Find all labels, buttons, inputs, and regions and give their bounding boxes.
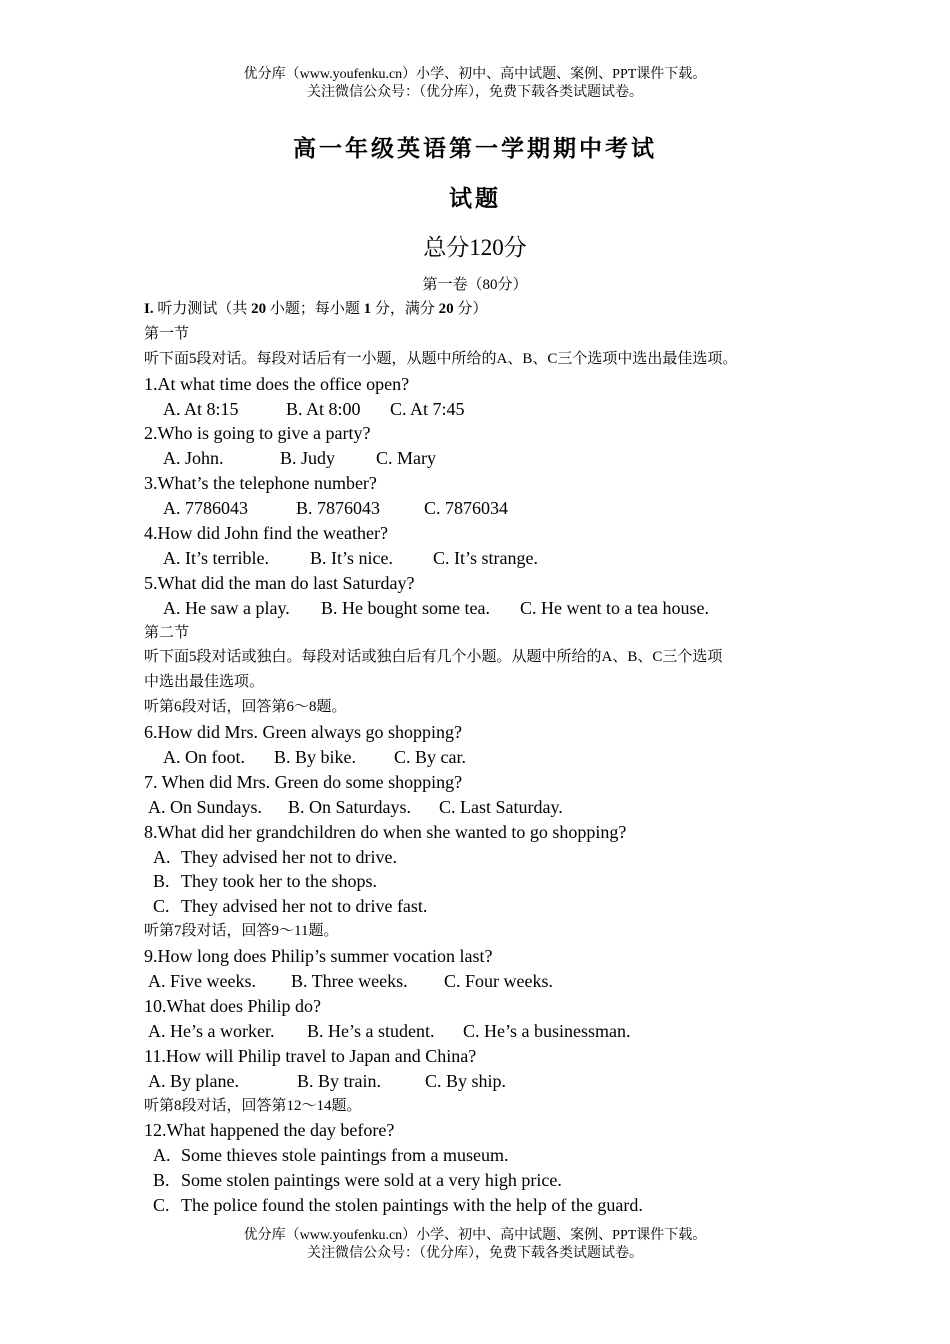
question-10-options — [144, 1019, 834, 1044]
option-text: Some stolen paintings were sold at a very high price. — [181, 1170, 562, 1191]
option-b: B. At 8:00 — [286, 398, 361, 419]
option-c: C. Four weeks. — [444, 971, 553, 992]
option-letter: B. — [153, 1170, 170, 1191]
question-12-option-b — [144, 1168, 834, 1193]
question-2: 2.Who is going to give a party? — [144, 423, 371, 444]
option-b: B. On Saturdays. — [288, 796, 411, 817]
part1-heading-text: 分，满分 — [371, 301, 439, 317]
part1-heading — [144, 297, 834, 322]
header-line-1: 优分库（www.youfenku.cn）小学、初中、高中试题、案例、PPT课件下载。 — [243, 67, 707, 82]
option-a: A. He saw a play. — [163, 597, 290, 618]
question-11-options — [144, 1069, 834, 1094]
exam-title: 高一年级英语第一学期期中考试 — [293, 136, 657, 161]
option-c: C. Mary — [376, 448, 436, 469]
option-c: C. 7876034 — [424, 498, 509, 519]
option-text: The police found the stolen paintings with the help of the guard. — [181, 1195, 643, 1216]
option-c: C. By ship. — [425, 1070, 507, 1091]
option-a: A. By plane. — [148, 1070, 239, 1091]
option-b: B. By train. — [297, 1070, 381, 1091]
option-a: A. John. — [163, 448, 224, 469]
part1-heading-text: 听力测试（共 — [153, 301, 252, 317]
question-5-options — [144, 596, 834, 621]
part1-per: 1 — [363, 301, 372, 317]
section2-label: 第二节 — [144, 624, 190, 641]
footer-line-1: 优分库（www.youfenku.cn）小学、初中、高中试题、案例、PPT课件下载。 — [243, 1228, 707, 1243]
question-8-option-c — [144, 894, 834, 919]
option-c: C. By car. — [394, 747, 466, 768]
option-text: Some thieves stole paintings from a museum. — [181, 1145, 509, 1166]
section1-label: 第一节 — [144, 325, 190, 342]
option-b: B. By bike. — [274, 747, 357, 768]
question-12-option-a — [144, 1143, 834, 1168]
option-letter: A. — [153, 846, 171, 867]
section1-instruction: 听下面5段对话。每段对话后有一小题，从题中所给的A、B、C三个选项中选出最佳选项。 — [144, 350, 738, 367]
total-score: 总分120分 — [423, 235, 527, 260]
question-8-option-a — [144, 845, 834, 870]
page-footer — [0, 1227, 950, 1263]
option-a: A. On foot. — [163, 747, 245, 768]
option-b: B. 7876043 — [296, 498, 381, 519]
option-c: C. He went to a tea house. — [520, 597, 709, 618]
question-2-options — [144, 446, 834, 471]
option-b: B. He’s a student. — [307, 1020, 435, 1041]
option-letter: A. — [153, 1145, 171, 1166]
question-9: 9.How long does Philip’s summer vocation last? — [144, 946, 493, 967]
option-letter: C. — [153, 896, 170, 917]
volume-label: 第一卷（80分） — [422, 277, 528, 293]
option-c: C. He’s a businessman. — [463, 1020, 631, 1041]
part1-number: I. — [144, 301, 154, 317]
question-8: 8.What did her grandchildren do when she wanted to go shopping? — [144, 821, 627, 842]
question-9-options — [144, 969, 834, 994]
page-header — [0, 66, 950, 102]
option-a: A. On Sundays. — [148, 796, 263, 817]
footer-line-2: 关注微信公众号：（优分库），免费下载各类试题试卷。 — [307, 1246, 643, 1261]
question-6: 6.How did Mrs. Green always go shopping? — [144, 722, 462, 743]
question-12-option-c — [144, 1193, 834, 1218]
option-text: They took her to the shops. — [181, 871, 377, 892]
question-5: 5.What did the man do last Saturday? — [144, 572, 415, 593]
question-1: 1.At what time does the office open? — [144, 373, 410, 394]
option-text: They advised her not to drive fast. — [181, 896, 428, 917]
exam-content — [144, 297, 834, 1218]
option-a: A. He’s a worker. — [148, 1020, 275, 1041]
option-text: They advised her not to drive. — [181, 846, 397, 867]
option-a: A. Five weeks. — [148, 971, 256, 992]
question-10: 10.What does Philip do? — [144, 995, 321, 1016]
question-11: 11.How will Philip travel to Japan and China? — [144, 1045, 477, 1066]
part1-count: 20 — [251, 301, 267, 317]
option-letter: C. — [153, 1195, 170, 1216]
option-a: A. 7786043 — [163, 498, 248, 519]
option-c: C. Last Saturday. — [439, 796, 563, 817]
part1-heading-text: 分） — [453, 301, 488, 317]
question-12: 12.What happened the day before? — [144, 1120, 395, 1141]
question-7: 7. When did Mrs. Green do some shopping? — [144, 771, 463, 792]
question-7-options — [144, 795, 834, 820]
option-b: B. Judy — [280, 448, 336, 469]
option-c: C. At 7:45 — [390, 398, 465, 419]
dialog-8-note: 听第8段对话，回答第12～14题。 — [144, 1097, 362, 1114]
dialog-7-note: 听第7段对话，回答9～11题。 — [144, 923, 339, 940]
part1-heading-text: 小题；每小题 — [266, 301, 364, 317]
option-a: A. It’s terrible. — [163, 547, 269, 568]
question-8-option-b — [144, 869, 834, 894]
option-b: B. He bought some tea. — [321, 597, 490, 618]
part1-full: 20 — [438, 301, 454, 317]
option-b: B. Three weeks. — [291, 971, 408, 992]
header-line-2: 关注微信公众号：（优分库），免费下载各类试题试卷。 — [307, 85, 643, 100]
option-c: C. It’s strange. — [433, 547, 538, 568]
question-1-options — [144, 397, 834, 422]
section2-instruction: 听下面5段对话或独白。每段对话或独白后有几个小题。从题中所给的A、B、C三个选项 — [144, 649, 723, 666]
exam-subtitle: 试题 — [449, 186, 501, 211]
question-3-options — [144, 496, 834, 521]
option-a: A. At 8:15 — [163, 398, 239, 419]
dialog-6-note: 听第6段对话，回答第6～8题。 — [144, 699, 347, 716]
question-4: 4.How did John find the weather? — [144, 523, 388, 544]
option-letter: B. — [153, 871, 170, 892]
section2-instruction-cont: 中选出最佳选项。 — [144, 674, 265, 691]
question-3: 3.What’s the telephone number? — [144, 473, 377, 494]
option-b: B. It’s nice. — [310, 547, 393, 568]
question-6-options — [144, 745, 834, 770]
question-4-options — [144, 546, 834, 571]
